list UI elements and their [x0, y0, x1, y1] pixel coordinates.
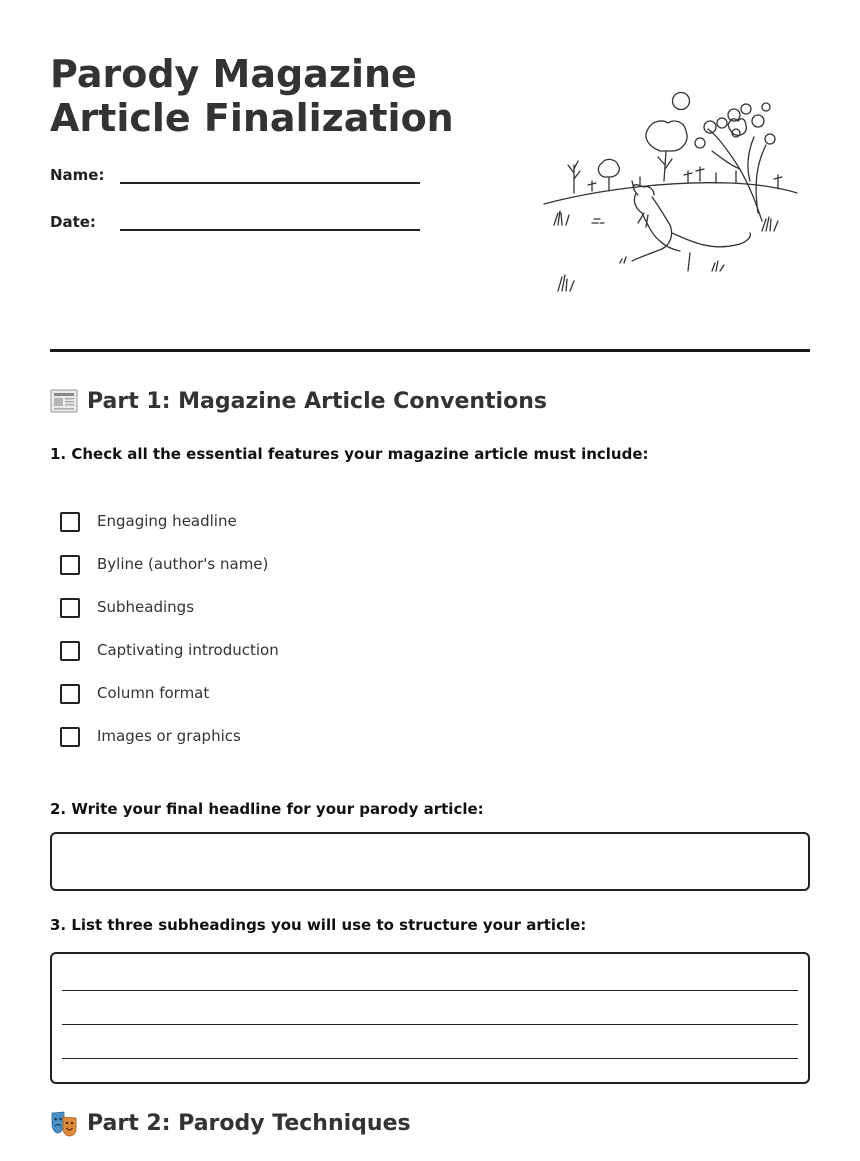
title-line-1: Parody Magazine: [50, 52, 417, 96]
header-divider: [50, 349, 810, 352]
checkbox[interactable]: [60, 684, 80, 704]
checklist-label: Subheadings: [97, 598, 195, 616]
name-input[interactable]: [120, 182, 420, 184]
checklist-label: Byline (author's name): [97, 555, 269, 573]
question-2: 2. Write your final headline for your parody article:: [50, 800, 484, 818]
part1-heading-text: Part 1: Magazine Article Conventions: [87, 388, 547, 414]
checklist-label: Images or graphics: [97, 727, 241, 745]
checklist-item[interactable]: [60, 594, 760, 637]
writing-line-1: [62, 990, 798, 991]
date-label: Date:: [50, 213, 96, 231]
checklist-item[interactable]: [60, 723, 760, 766]
newspaper-icon: [50, 387, 78, 415]
theater-masks-icon: [50, 1109, 78, 1137]
headline-input[interactable]: [52, 834, 808, 889]
subheadings-answer-box[interactable]: [50, 952, 810, 1084]
part2-heading-text: Part 2: Parody Techniques: [87, 1110, 411, 1136]
checklist-item[interactable]: [60, 680, 760, 723]
writing-line-3: [62, 1058, 798, 1059]
checklist-item[interactable]: [60, 508, 760, 551]
question-1: 1. Check all the essential features your magazine article must include:: [50, 445, 649, 463]
name-label: Name:: [50, 166, 105, 184]
checklist-item[interactable]: [60, 637, 760, 680]
checkbox[interactable]: [60, 727, 80, 747]
kangaroo-outback-scene-icon: [540, 85, 805, 300]
checklist-label: Column format: [97, 684, 210, 702]
feature-checklist: [60, 508, 760, 766]
name-field-row: [50, 164, 420, 188]
checklist-label: Engaging headline: [97, 512, 237, 530]
part2-heading: [50, 1109, 411, 1137]
writing-line-2: [62, 1024, 798, 1025]
checklist-item[interactable]: [60, 551, 760, 594]
title-line-2: Article Finalization: [50, 96, 454, 140]
checkbox[interactable]: [60, 512, 80, 532]
checkbox[interactable]: [60, 641, 80, 661]
date-field-row: [50, 211, 420, 235]
page-title: [50, 52, 454, 140]
worksheet-page: [50, 0, 810, 1161]
question-3: 3. List three subheadings you will use to structure your article:: [50, 916, 587, 934]
checkbox[interactable]: [60, 555, 80, 575]
date-input[interactable]: [120, 229, 420, 231]
checkbox[interactable]: [60, 598, 80, 618]
headline-answer-box: [50, 832, 810, 891]
checklist-label: Captivating introduction: [97, 641, 279, 659]
part1-heading: [50, 387, 547, 415]
